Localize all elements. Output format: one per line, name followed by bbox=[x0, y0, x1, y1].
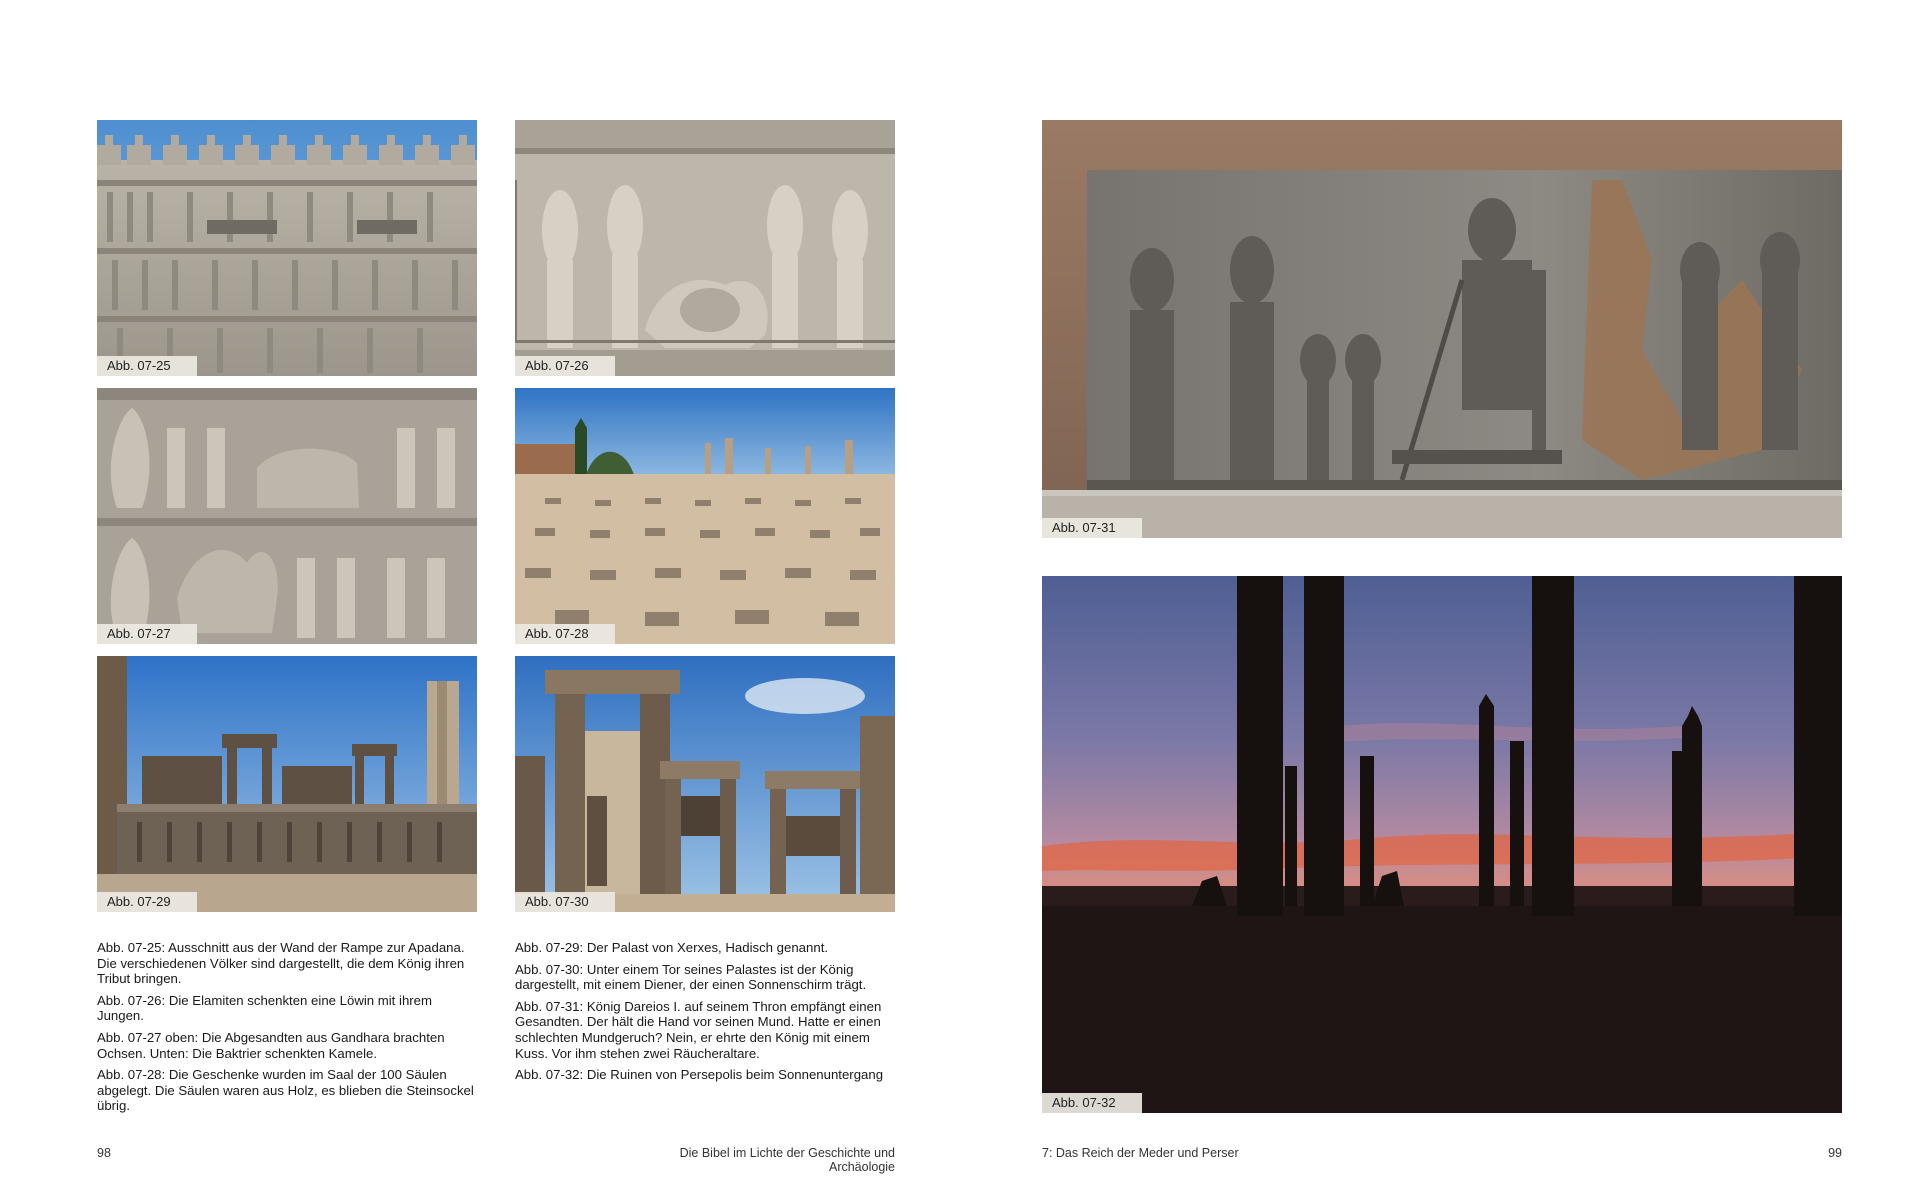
caption-abb-07-32: Abb. 07-32: Die Ruinen von Persepolis beim Sonnenuntergang bbox=[515, 1067, 884, 1083]
photo-abb-07-32 bbox=[1042, 576, 1842, 1113]
page-number-left: 98 bbox=[97, 1146, 111, 1160]
photo-abb-07-27 bbox=[97, 388, 477, 644]
figure-label: Abb. 07-28 bbox=[515, 624, 615, 644]
photo-abb-07-26 bbox=[515, 120, 895, 376]
photo-abb-07-31 bbox=[1042, 120, 1842, 538]
chapter-title: 7: Das Reich der Meder und Perser bbox=[1042, 1146, 1239, 1160]
photo-abb-07-25 bbox=[97, 120, 477, 376]
photo-abb-07-30 bbox=[515, 656, 895, 912]
figure-label: Abb. 07-30 bbox=[515, 892, 615, 912]
captions-column-right bbox=[515, 940, 895, 1089]
figure-label: Abb. 07-32 bbox=[1042, 1093, 1142, 1113]
page-number-right: 99 bbox=[1828, 1146, 1842, 1160]
caption-abb-07-28: Abb. 07-28: Die Geschenke wurden im Saal der 100 Säulen abgelegt. Die Säulen waren aus Holz, es blieben die Steinsockel übrig. bbox=[97, 1067, 474, 1114]
caption-abb-07-26: Abb. 07-26: Die Elamiten schenkten eine Löwin mit ihrem Jungen. bbox=[97, 992, 432, 1024]
photo-abb-07-29 bbox=[97, 656, 477, 912]
figure-label: Abb. 07-27 bbox=[97, 624, 197, 644]
figure-label: Abb. 07-29 bbox=[97, 892, 197, 912]
caption-abb-07-27: Abb. 07-27 oben: Die Abgesandten aus Gandhara brachten Ochsen. Unten: Die Baktrier schenkten Kamele. bbox=[97, 1029, 445, 1061]
running-title: Die Bibel im Lichte der Geschichte und Archäologie bbox=[679, 1146, 895, 1174]
figure-label: Abb. 07-26 bbox=[515, 356, 615, 376]
caption-abb-07-31: Abb. 07-31: König Dareios I. auf seinem Thron empfängt einen Gesandten. Der hält die Hand vor seinen Mund. Hatte er einen schlechten Mundgeruch? Nein, er ehrte den König mit einem Kuss. Vor ihm stehen zwei Räucheraltare. bbox=[515, 998, 882, 1061]
caption-abb-07-29: Abb. 07-29: Der Palast von Xerxes, Hadisch genannt. bbox=[515, 940, 829, 955]
photo-abb-07-28 bbox=[515, 388, 895, 644]
figure-label: Abb. 07-25 bbox=[97, 356, 197, 376]
captions-column-left bbox=[97, 940, 477, 1120]
figure-label: Abb. 07-31 bbox=[1042, 518, 1142, 538]
caption-abb-07-25: Abb. 07-25: Ausschnitt aus der Wand der Rampe zur Apadana. Die verschiedenen Völker sind dargestellt, die dem König ihren Tribut bringen. bbox=[97, 940, 465, 987]
caption-abb-07-30: Abb. 07-30: Unter einem Tor seines Palastes ist der König dargestellt, mit einem Diener, der einen Sonnenschirm trägt. bbox=[515, 961, 867, 993]
